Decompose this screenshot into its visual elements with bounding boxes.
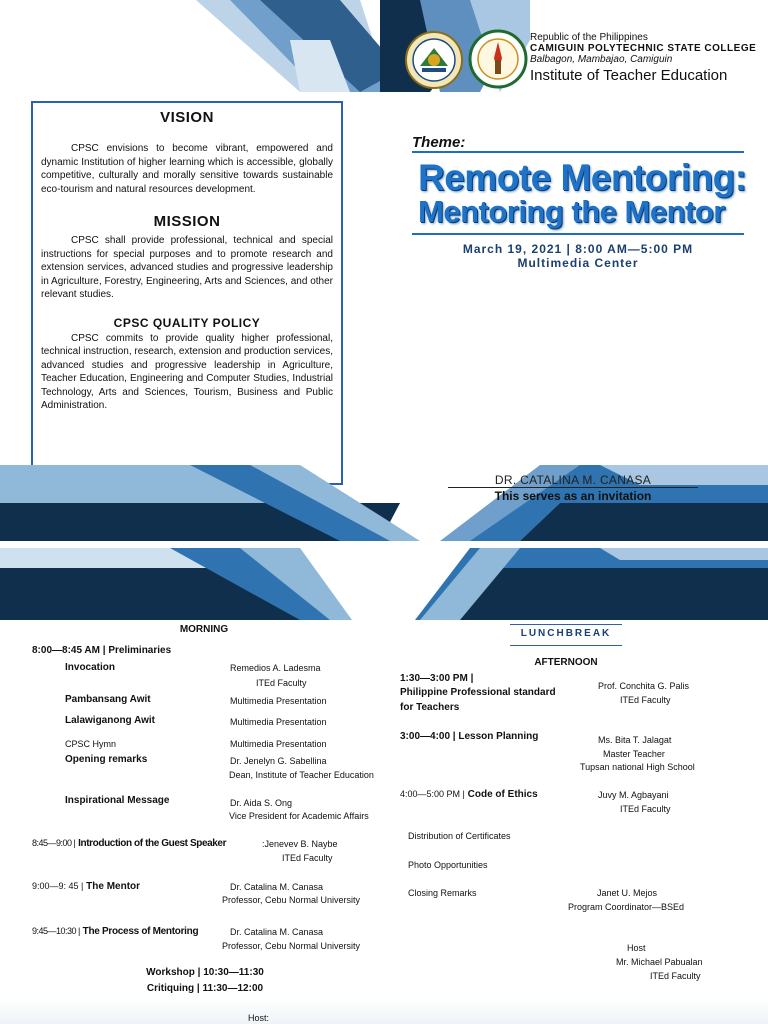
afternoon-host-name: Mr. Michael Pabualan — [616, 957, 703, 967]
pps-role: ITEd Faculty — [620, 695, 671, 705]
signatory-name: DR. CATALINA M. CANASA — [494, 473, 652, 487]
theme-rule-bottom — [412, 233, 744, 235]
code-of-ethics-time: 4:00—5:00 PM | — [400, 789, 465, 799]
institute-name: Institute of Teacher Education — [530, 67, 728, 84]
event-venue: Multimedia Center — [517, 256, 639, 270]
code-of-ethics-role: ITEd Faculty — [620, 804, 671, 814]
cpsc-hymn-person: Multimedia Presentation — [230, 739, 327, 749]
morning-host-label: Host: — [248, 1013, 270, 1023]
the-mentor-time: 9:00—9: 45 | — [32, 881, 84, 891]
code-of-ethics-person: Juvy M. Agbayani — [598, 790, 669, 800]
critiquing-time: Critiquing | 11:30—12:00 — [146, 983, 264, 994]
process-mentoring-time: 9:45—10:30 | — [32, 926, 80, 936]
lunchbreak-label: LUNCHBREAK — [520, 628, 612, 639]
inspirational-message-role: Vice President for Academic Affairs — [229, 811, 369, 821]
the-mentor-person: Dr. Catalina M. Canasa — [230, 882, 324, 892]
process-mentoring-role: Professor, Cebu Normal University — [222, 941, 361, 951]
invocation-title: Invocation — [65, 662, 116, 673]
quality-policy-text: CPSC commits to provide quality higher professional, technical instruction, research, extension and production services, advanced studies and progressive leadership in Agriculture, Teacher Education, Engineering and Computer Studies, Industrial Technology, Arts and Sciences, Tourism, Business and Public Administration. — [41, 332, 333, 411]
mission-title: MISSION — [153, 213, 221, 230]
closing-remarks-person: Janet U. Mejos — [597, 888, 658, 898]
middle-band-bottom — [0, 548, 768, 620]
afternoon-heading: AFTERNOON — [534, 657, 598, 668]
code-of-ethics-row — [400, 788, 538, 801]
college-seal — [404, 30, 464, 90]
vision-text: CPSC envisions to become vibrant, empowered and dynamic Institution of higher learning which is accessible, globally competitive, culturally and morally sensitive towards sustainable eco-tourism and natural resources development. — [41, 143, 333, 195]
inspirational-message-person: Dr. Aida S. Ong — [230, 798, 293, 808]
college-name: CAMIGUIN POLYTECHNIC STATE COLLEGE — [530, 43, 757, 54]
process-mentoring-title: The Process of Mentoring — [82, 926, 199, 937]
distribution-certificates: Distribution of Certificates — [408, 831, 511, 841]
pps-title-a: Philippine Professional standard — [400, 687, 556, 698]
process-mentoring-person: Dr. Catalina M. Canasa — [230, 927, 324, 937]
afternoon-host-label: Host — [627, 943, 646, 953]
afternoon-host-role: ITEd Faculty — [650, 971, 701, 981]
theme-label: Theme: — [412, 134, 466, 151]
invocation-role: ITEd Faculty — [256, 678, 307, 688]
the-mentor-role: Professor, Cebu Normal University — [222, 895, 361, 905]
republic-text: Republic of the Philippines — [530, 32, 648, 43]
preliminaries: 8:00—8:45 AM | Preliminaries — [32, 645, 172, 656]
theme-title-line2: Mentoring the Mentor — [418, 194, 725, 229]
process-mentoring-row — [32, 925, 198, 938]
invocation-person: Remedios A. Ladesma — [230, 663, 321, 673]
lalawiganong-awit-person: Multimedia Presentation — [230, 717, 327, 727]
event-date — [412, 242, 744, 270]
invitation-text: This serves as an invitation — [494, 489, 652, 503]
guest-intro-title: Introduction of the Guest Speaker — [78, 838, 227, 849]
vision-title: VISION — [160, 109, 214, 126]
pps-person: Prof. Conchita G. Palis — [598, 681, 690, 691]
college-address: Balbagon, Mambajao, Camiguin — [530, 54, 673, 65]
closing-remarks-role: Program Coordinator—BSEd — [568, 902, 685, 912]
pps-title-b: for Teachers — [400, 702, 460, 713]
cpsc-hymn-title: CPSC Hymn — [65, 739, 117, 749]
guest-intro-row — [32, 837, 226, 850]
pambansang-awit-person: Multimedia Presentation — [230, 696, 327, 706]
event-date-text: March 19, 2021 | 8:00 AM—5:00 PM — [462, 242, 694, 256]
lesson-planning-role2: Tupsan national High School — [580, 762, 695, 772]
inspirational-message-title: Inspirational Message — [65, 795, 170, 806]
lesson-planning-title: 3:00—4:00 | Lesson Planning — [400, 731, 539, 742]
signature-line — [448, 487, 698, 488]
the-mentor-row — [32, 880, 140, 893]
lalawiganong-awit-title: Lalawiganong Awit — [65, 715, 156, 726]
footer-strip — [0, 998, 768, 1024]
photo-opportunities: Photo Opportunities — [408, 860, 488, 870]
quality-policy-title: CPSC QUALITY POLICY — [113, 315, 261, 330]
guest-intro-person: :Jenevev B. Naybe — [262, 839, 338, 849]
opening-remarks-title: Opening remarks — [65, 754, 148, 765]
code-of-ethics-title: Code of Ethics — [467, 789, 538, 800]
lesson-planning-person: Ms. Bita T. Jalagat — [598, 735, 672, 745]
header-text — [530, 32, 756, 85]
pps-time: 1:30—3:00 PM | — [400, 673, 474, 684]
lesson-planning-role1: Master Teacher — [603, 749, 665, 759]
institute-seal — [468, 28, 528, 90]
opening-remarks-person: Dr. Jenelyn G. Sabellina — [230, 756, 327, 766]
vision-mission-box — [31, 101, 343, 485]
mission-text: CPSC shall provide professional, technical and special instructions for special purposes and to promote research and extension services, advanced studies and progressive leadership in Agriculture, Forestry, Engineering, Arts and Sciences, and other relevant studies. — [41, 235, 333, 300]
guest-intro-role: ITEd Faculty — [282, 853, 333, 863]
theme-title-line1: Remote Mentoring: — [418, 157, 747, 198]
guest-intro-time: 8:45—9:00 | — [32, 838, 76, 848]
workshop-time: Workshop | 10:30—11:30 — [146, 967, 264, 978]
the-mentor-title: The Mentor — [86, 881, 141, 892]
theme-rule-top — [412, 151, 744, 153]
morning-heading: MORNING — [179, 624, 229, 635]
pambansang-awit-title: Pambansang Awit — [65, 694, 151, 705]
closing-remarks-title: Closing Remarks — [408, 888, 477, 898]
opening-remarks-role: Dean, Institute of Teacher Education — [229, 770, 374, 780]
